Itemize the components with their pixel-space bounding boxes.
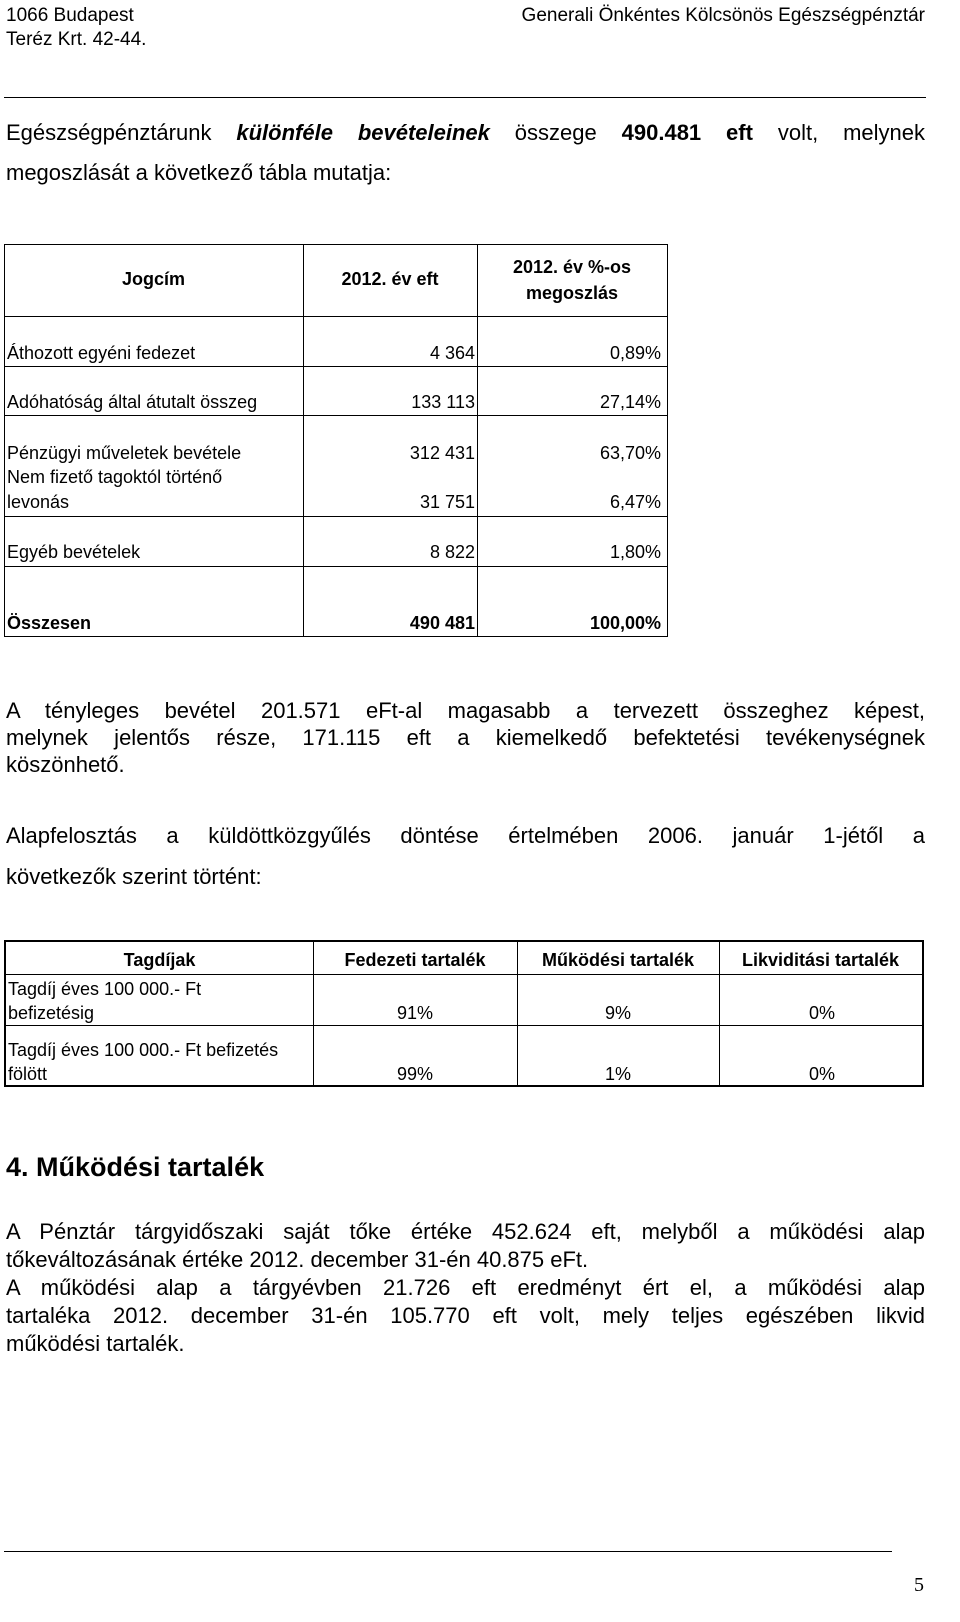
alloc-header-mukodesi: Működési tartalék: [541, 950, 695, 970]
income-total-pct: 100,00%: [589, 613, 661, 633]
section4-line5: működési tartalék.: [6, 1331, 185, 1356]
section4-line4: tartaléka 2012. december 31-én 105.770 eft volt, mely teljes egészében likvid: [6, 1303, 925, 1328]
income-total-label: Összesen: [7, 613, 92, 633]
intro-line2: megoszlását a következő tábla mutatja:: [6, 160, 392, 185]
table-row-pct: 1,80%: [609, 542, 661, 562]
alloc-row-mukodesi: 9%: [604, 1003, 631, 1023]
table-row-label: Adóhatóság által átutalt összeg: [7, 392, 258, 412]
table-row-label: Áthozott egyéni fedezet: [7, 343, 196, 363]
intro-amount: 490.481 eft: [621, 120, 753, 145]
section4-line1: A Pénztár tárgyidőszaki saját tőke értéke 452.624 eft, melyből a működési alap: [6, 1219, 925, 1244]
alloc-row-likviditasi: 0%: [808, 1064, 835, 1084]
intro-text-1: Egészségpénztárunk: [6, 120, 237, 145]
table-row-value: 312 431: [409, 443, 475, 463]
income-paragraph-line1: A tényleges bevétel 201.571 eFt-al magasabb a tervezett összeghez képest,: [6, 698, 925, 723]
table-row-value: 4 364: [429, 343, 475, 363]
intro-text-2: összege: [489, 120, 622, 145]
alloc-row-fedezeti: 91%: [396, 1003, 434, 1023]
table-row-label-line2: levonás: [7, 492, 70, 512]
income-header-eft: 2012. év eft: [341, 269, 439, 289]
page-number: 5: [914, 1574, 924, 1596]
income-header-jogcim: Jogcím: [121, 269, 186, 289]
table-row-value: 133 113: [411, 392, 475, 412]
section4-line2: tőkeváltozásának értéke 2012. december 31-én 40.875 eFt.: [6, 1247, 589, 1272]
intro-text-3: volt, melynek: [752, 120, 926, 145]
alloc-row-label-line2: fölött: [8, 1064, 48, 1084]
intro-highlight: különféle bevételeinek: [236, 120, 490, 145]
header-address-line2: Teréz Krt. 42-44.: [6, 29, 147, 50]
intro-line1: [6, 118, 925, 147]
section4-line3: A működési alap a tárgyévben 21.726 eft eredményt ért el, a működési alap: [6, 1275, 925, 1300]
table-row-pct: 27,14%: [599, 392, 661, 412]
income-total-value: 490 481: [409, 613, 475, 633]
income-header-pct-line2: megoszlás: [525, 283, 619, 303]
alloc-row-label-line1: Tagdíj éves 100 000.- Ft befizetés: [8, 1040, 279, 1060]
alloc-row-label-line2: befizetésig: [8, 1003, 95, 1023]
income-paragraph-line3: köszönhető.: [6, 752, 125, 777]
alloc-row-mukodesi: 1%: [604, 1064, 631, 1084]
income-paragraph-line2: melynek jelentős része, 171.115 eft a kiemelkedő befektetési tevékenységnek: [6, 725, 925, 750]
table-row-pct: 0,89%: [609, 343, 661, 363]
table-row-label: Pénzügyi műveletek bevétele: [7, 443, 242, 463]
table-row-label: Egyéb bevételek: [7, 542, 141, 562]
table-row-pct: 6,47%: [609, 492, 661, 512]
table-row-label-line1: Nem fizető tagoktól történő: [7, 467, 223, 487]
alloc-header-likviditasi: Likviditási tartalék: [741, 950, 900, 970]
income-header-pct-line1: 2012. év %-os: [512, 257, 632, 277]
alloc-row-label-line1: Tagdíj éves 100 000.- Ft: [8, 979, 202, 999]
alloc-paragraph-line2: következők szerint történt:: [6, 864, 262, 889]
alloc-header-tagdijak: Tagdíjak: [123, 950, 196, 970]
section-heading: 4. Működési tartalék: [6, 1152, 265, 1182]
table-row-pct: 63,70%: [599, 443, 661, 463]
alloc-header-fedezeti: Fedezeti tartalék: [344, 950, 486, 970]
table-row-value: 8 822: [429, 542, 475, 562]
table-row-value: 31 751: [419, 492, 475, 512]
header-address-line1: 1066 Budapest: [6, 5, 134, 26]
header-rule: [4, 97, 926, 98]
header-org-name: Generali Önkéntes Kölcsönös Egészségpénztár: [521, 5, 925, 26]
alloc-row-fedezeti: 99%: [396, 1064, 434, 1084]
alloc-paragraph-line1: Alapfelosztás a küldöttközgyűlés döntése értelmében 2006. január 1-jétől a: [6, 823, 925, 848]
alloc-row-likviditasi: 0%: [808, 1003, 835, 1023]
footer-rule: [4, 1551, 892, 1552]
